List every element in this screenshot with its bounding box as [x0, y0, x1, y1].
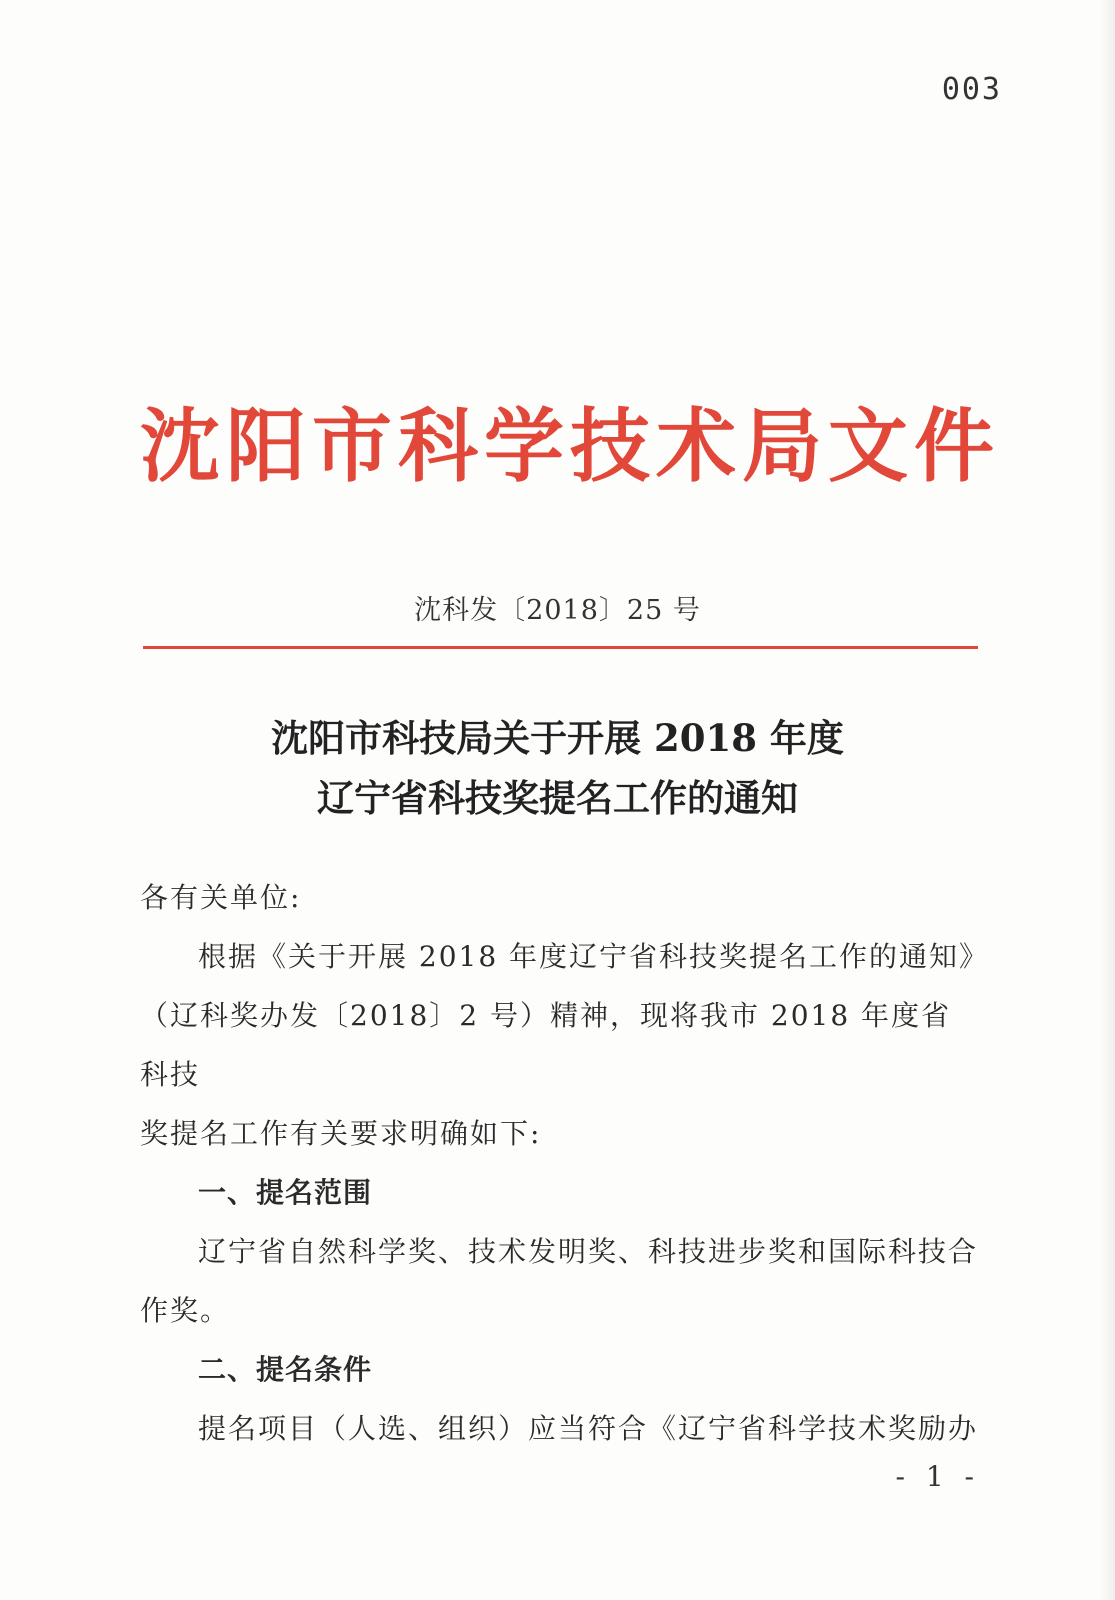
paragraph-1-line-2: （辽科奖办发〔2018〕2 号）精神，现将我市 2018 年度省科技: [140, 999, 952, 1091]
section-1-line-2: 作奖。: [140, 1294, 231, 1327]
document-title-line-1: 沈阳市科技局关于开展 2018 年度: [271, 716, 844, 760]
paragraph-1-line-1: 根据《关于开展 2018 年度辽宁省科技奖提名工作的通知》: [198, 940, 990, 973]
issuer-header-title: 沈阳市科学技术局文件: [140, 400, 1000, 493]
document-title: [140, 708, 975, 828]
document-body: [140, 868, 990, 1458]
scan-edge-shadow: [1099, 0, 1115, 1600]
section-1-heading: 一、提名范围: [198, 1176, 373, 1209]
salutation: 各有关单位:: [140, 881, 302, 914]
page-number-footer: - 1 -: [895, 1460, 980, 1493]
document-title-line-2: 辽宁省科技奖提名工作的通知: [317, 776, 798, 820]
section-2-line-1: 提名项目（人选、组织）应当符合《辽宁省科学技术奖励办: [198, 1412, 979, 1445]
red-divider-line: [143, 646, 978, 649]
page-code: 003: [941, 72, 1002, 107]
section-1-line-1: 辽宁省自然科学奖、技术发明奖、科技进步奖和国际科技合: [198, 1235, 979, 1268]
document-number: 沈科发〔2018〕25 号: [414, 595, 701, 626]
paragraph-1-line-3: 奖提名工作有关要求明确如下:: [140, 1117, 542, 1150]
section-2-heading: 二、提名条件: [198, 1353, 373, 1386]
